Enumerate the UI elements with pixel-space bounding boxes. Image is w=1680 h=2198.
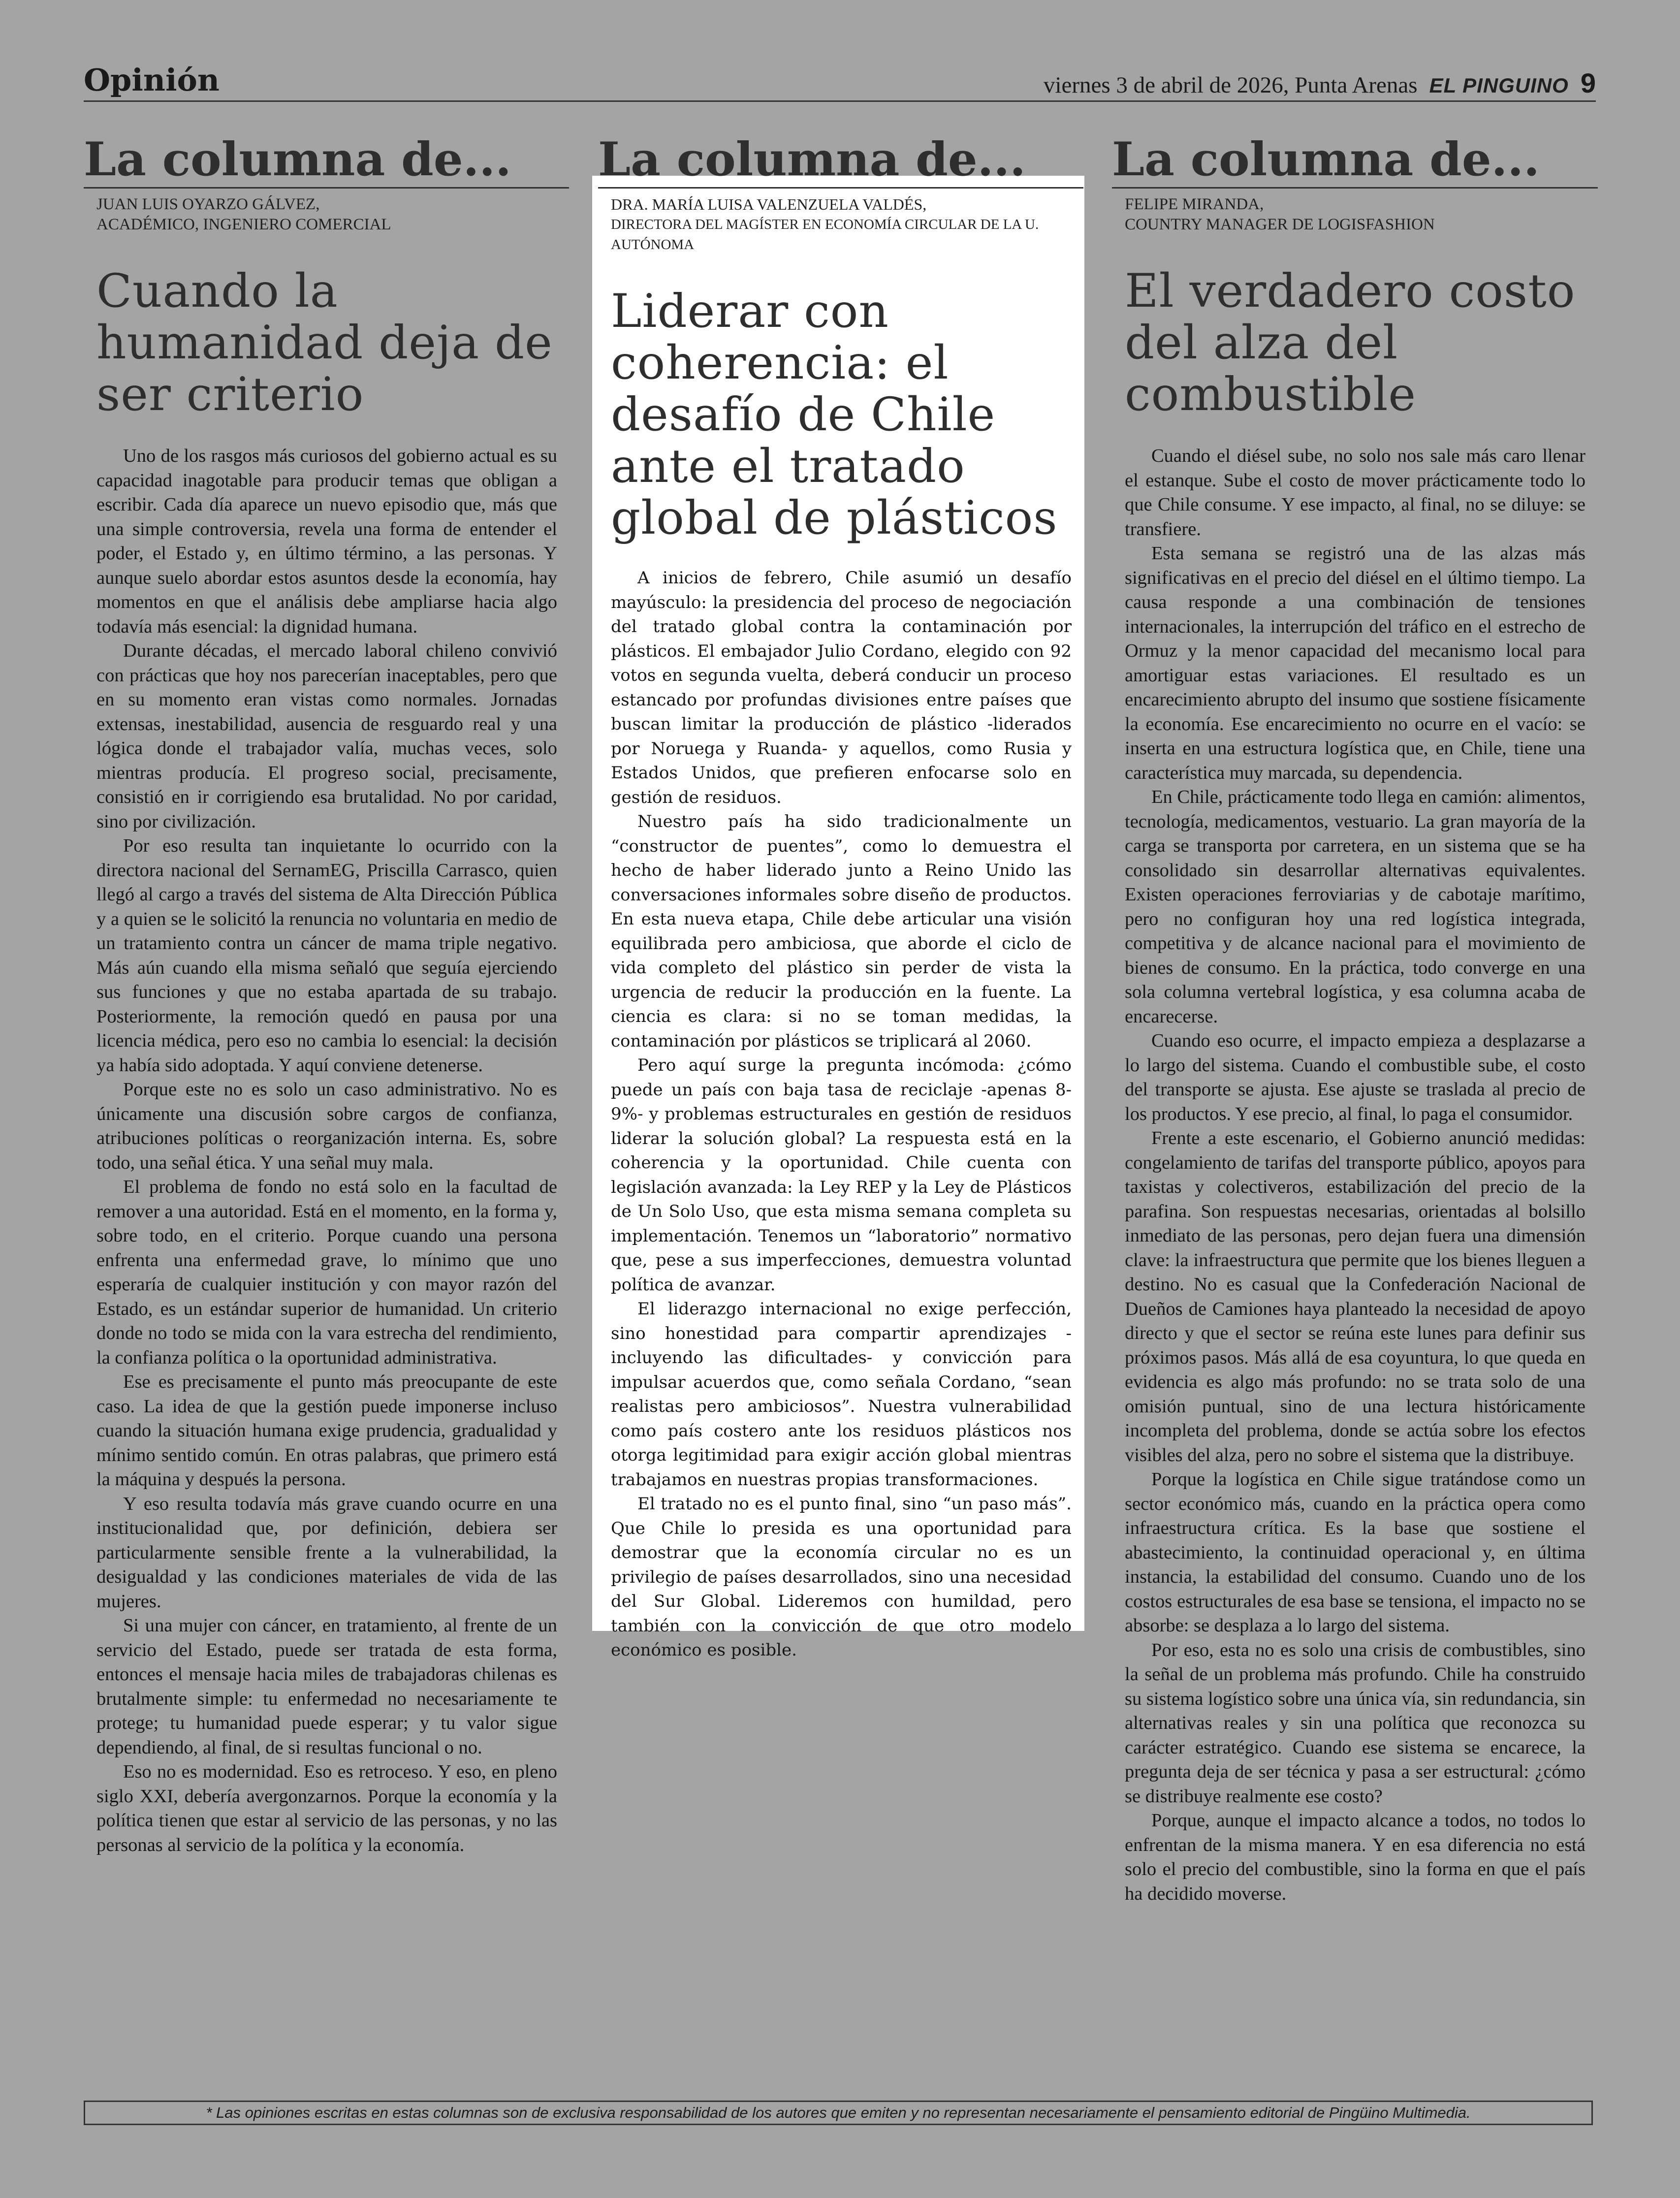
paragraph: Durante décadas, el mercado laboral chileno convivió con prácticas que hoy nos parecerían inaceptables, pero que en su momento eran vistas como normales. Jornadas extensas, inestabilidad, ausencia de resguardo real y una lógica donde el trabajador valía, muchas veces, solo mientras producía. El progreso social, precisamente, consistió en ir corrigiendo esa brutalidad. No por caridad, sino por civilización. xyxy=(96,640,557,832)
dateline: viernes 3 de abril de 2026, Punta Arenas xyxy=(1043,72,1418,98)
paragraph: Ese es precisamente el punto más preocupante de este caso. La idea de que la gestión puede imponerse incluso cuando la situación humana exige prudencia, gradualidad y mínimo sentido común. En otras palabras, que primero está la máquina y después la persona. xyxy=(96,1371,557,1490)
author-byline xyxy=(1125,194,1598,235)
paragraph: Por eso resulta tan inquietante lo ocurrido con la directora nacional del SernamEG, Priscilla Carrasco, quien llegó al cargo a través del sistema de Alta Dirección Pública y a quien se le solicitó la renuncia no voluntaria en medio de un tratamiento contra un cáncer de mama triple negativo. Más aún cuando ella misma señaló que seguía ejerciendo sus funciones y que no estaba apartada de su trabajo. Posteriormente, la remoción quedó en pausa por una licencia médica, pero eso no cambia lo esencial: la decisión ya había sido adoptada. Y aquí conviene detenerse. xyxy=(96,835,557,1076)
header-right xyxy=(1044,67,1596,99)
author-title: DIRECTORA DEL MAGÍSTER EN ECONOMÍA CIRCULAR DE LA U. AUTÓNOMA xyxy=(611,217,1039,253)
paragraph: En Chile, prácticamente todo llega en camión: alimentos, tecnología, medicamentos, vestuario. La gran mayoría de la carga se transporta por carretera, en un sistema que se ha consolidado sin desarrollar alternativas equivalentes. Existen operaciones ferroviarias y de cabotaje marítimo, pero no configuran hoy una red logística integrada, competitiva y de alcance nacional para el movimiento de bienes de consumo. En la práctica, todo converge en una sola columna vertebral logística, y esa columna acaba de encarecerse. xyxy=(1125,787,1586,1027)
paragraph: El problema de fondo no está solo en la facultad de remover a una autoridad. Está en el momento, en la forma y, sobre todo, en el criterio. Porque cuando una persona enfrenta una enfermedad grave, lo mínimo que uno esperaría de cualquier institución y con mayor razón del Estado, es un estándar superior de humanidad. Un criterio donde no todo se mida con la vara estrecha del rendimiento, la confianza política o la oportunidad administrativa. xyxy=(96,1177,557,1368)
paragraph: Porque la logística en Chile sigue tratándose como un sector económico más, cuando en la práctica opera como infraestructura crítica. Es la base que sostiene el abastecimiento, la continuidad operacional y, en última instancia, la estabilidad del consumo. Cuando uno de los costos estructurales de esa base se tensiona, el impacto no se absorbe: se desplaza a lo largo del sistema. xyxy=(1125,1469,1585,1636)
newspaper-logo: EL PINGUINO xyxy=(1429,74,1569,97)
paragraph: El tratado no es el punto final, sino “un paso más”. Que Chile lo presida es una oportunidad para demostrar que la economía circular no es un privilegio de países desarrollados, sino una necesidad del Sur Global. Lideremos con humildad, pero también con la convicción de que otro modelo económico es posible. xyxy=(611,1494,1072,1660)
paragraph: Y eso resulta todavía más grave cuando ocurre en una institucionalidad que, por definición, debiera ser particularmente sensible frente a la vulnerabilidad, la desigualdad y las condiciones materiales de vida de las mujeres. xyxy=(96,1493,557,1612)
article-headline: El verdadero costo del alza del combustible xyxy=(1125,264,1576,421)
author-name: JUAN LUIS OYARZO GÁLVEZ, xyxy=(96,195,320,213)
paragraph: Eso no es modernidad. Eso es retroceso. Y eso, en pleno siglo XXI, debería avergonzarnos. Porque la economía y la política tienen que estar al servicio de las personas, y no las personas al servicio de la política y la economía. xyxy=(96,1761,557,1855)
paragraph: El liderazgo internacional no exige perfección, sino honestidad para compartir aprendizajes -incluyendo las dificultades- y convicción para impulsar acuerdos que, como señala Cordano, “sean realistas pero ambiciosos”. Nuestra vulnerabilidad como país costero ante los residuos plásticos nos otorga legitimidad para exigir acción global mientras trabajamos en nuestras propias transformaciones. xyxy=(611,1299,1072,1490)
column-1 xyxy=(84,132,569,1857)
paragraph: Por eso, esta no es solo una crisis de combustibles, sino la señal de un problema más profundo. Chile ha construido su sistema logístico sobre una única vía, sin redundancia, sin alternativas reales y sin una política que reconozca su carácter estratégico. Cuando ese sistema se encarece, la pregunta deja de ser técnica y pasa a ser estructural: ¿cómo se distribuye realmente ese costo? xyxy=(1125,1639,1585,1807)
paragraph: Cuando el diésel sube, no solo nos sale más caro llenar el estanque. Sube el costo de mover prácticamente todo lo que Chile consume. Y ese impacto, al final, no se diluye: se transfiere. xyxy=(1125,446,1585,540)
author-byline xyxy=(611,194,1083,255)
page-number: 9 xyxy=(1580,67,1596,98)
paragraph: Frente a este escenario, el Gobierno anunció medidas: congelamiento de tarifas del transporte público, apoyos para taxistas y colectiveros, estabilización del precio de la parafina. Son respuestas necesarias, orientadas al bolsillo inmediato de las personas, pero dejan fuera una dimensión clave: la infraestructura que permite que los bienes lleguen a destino. No es casual que la Confederación Nacional de Dueños de Camiones haya planteado la necesidad de apoyo directo y que el sector se reúna este lunes para definir sus próximos pasos. Más allá de esa coyuntura, lo que queda en evidencia es algo más profundo: no se trata solo de una omisión puntual, sino de una lectura históricamente incompleta del problema, donde se actúa sobre los efectos visibles del alza, pero no sobre el sistema que la distribuye. xyxy=(1125,1128,1585,1465)
author-title: COUNTRY MANAGER DE LOGISFASHION xyxy=(1125,216,1435,233)
paragraph: Esta semana se registró una de las alzas más significativas en el precio del diésel en el último tiempo. La causa responde a una combinación de tensiones internacionales, la interrupción del tráfico en el estrecho de Ormuz y la menor capacidad del mecanismo local para amortiguar estas variaciones. El resultado es un encarecimiento abrupto del insumo que sostiene físicamente la economía. Ese encarecimiento no ocurre en el vacío: se inserta en una estructura logística que, en Chile, tiene una característica muy marcada, su dependencia. xyxy=(1125,543,1585,783)
paragraph: A inicios de febrero, Chile asumió un desafío mayúsculo: la presidencia del proceso de negociación del tratado global contra la contaminación por plásticos. El embajador Julio Cordano, elegido con 92 votos en segunda vuelta, deberá conducir un proceso estancado por profundas divisiones entre países que buscan limitar la producción de plástico -liderados por Noruega y Ruanda- y aquellos, como Rusia y Estados Unidos, que prefieren enfocarse solo en gestión de residuos. xyxy=(611,568,1072,807)
disclaimer-box: * Las opiniones escritas en estas columnas son de exclusiva responsabilidad de los autores que emiten y no representan necesariamente el pensamiento editorial de Pingüino Multimedia. xyxy=(84,2101,1593,2125)
author-name: FELIPE MIRANDA, xyxy=(1125,195,1264,213)
article-body xyxy=(611,566,1072,1663)
paragraph: Si una mujer con cáncer, en tratamiento, al frente de un servicio del Estado, puede ser tratada de esta forma, entonces el mensaje hacia miles de trabajadoras chilenas es brutalmente simple: tu enfermedad no necesariamente te protege; tu humanidad puede esperar; y tu valor sigue dependiendo, al final, de si resultas funcional o no. xyxy=(96,1615,557,1758)
column-kicker: La columna de... xyxy=(598,132,1083,189)
paragraph: Pero aquí surge la pregunta incómoda: ¿cómo puede un país con baja tasa de reciclaje -apenas 8-9%- y problemas estructurales en gestión de residuos liderar la solución global? La respuesta está en la coherencia y la oportunidad. Chile cuenta con legislación avanzada: la Ley REP y la Ley de Plásticos de Un Solo Uso, que esta misma semana completa su implementación. Tenemos un “laboratorio” normativo que, pese a sus imperfecciones, demuestra voluntad política de avanzar. xyxy=(611,1055,1072,1295)
page-header xyxy=(84,60,1596,102)
section-title: Opinión xyxy=(84,62,220,98)
paragraph: Nuestro país ha sido tradicionalmente un “constructor de puentes”, como lo demuestra el hecho de haber liderado junto a Reino Unido las conversaciones informales sobre diseño de productos. En esta nueva etapa, Chile debe articular una visión equilibrada pero ambiciosa, que aborde el ciclo de vida completo del plástico sin perder de vista la urgencia de reducir la producción en la fuente. La ciencia es clara: si no se toman medidas, la contaminación por plásticos se triplicará al 2060. xyxy=(611,812,1072,1051)
article-headline: Liderar con coherencia: el desafío de Chile ante el tratado global de plásticos xyxy=(611,285,1058,545)
article-body xyxy=(96,444,557,1857)
column-kicker: La columna de... xyxy=(84,132,569,189)
paragraph: Cuando eso ocurre, el impacto empieza a desplazarse a lo largo del sistema. Cuando el combustible sube, el costo del transporte se ajusta. Ese ajuste se traslada al precio de los productos. Y ese precio, al final, lo paga el consumidor. xyxy=(1125,1030,1585,1124)
column-3 xyxy=(1112,132,1598,1906)
article-body xyxy=(1125,444,1585,1906)
paragraph: Porque este no es solo un caso administrativo. No es únicamente una discusión sobre cargos de confianza, atribuciones políticas o reorganización interna. Es, sobre todo, una señal ética. Y una señal muy mala. xyxy=(96,1079,557,1173)
author-name: DRA. MARÍA LUISA VALENZUELA VALDÉS, xyxy=(611,195,927,213)
column-kicker: La columna de... xyxy=(1112,132,1598,189)
paragraph: Porque, aunque el impacto alcance a todos, no todos lo enfrentan de la misma manera. Y en esa diferencia no está solo el precio del combustible, sino la forma en que el país ha decidido moverse. xyxy=(1125,1810,1585,1904)
author-byline xyxy=(96,194,569,235)
article-headline: Cuando la humanidad deja de ser criterio xyxy=(96,264,553,421)
column-2 xyxy=(598,132,1083,1663)
paragraph: Uno de los rasgos más curiosos del gobierno actual es su capacidad inagotable para producir temas que obligan a escribir. Cada día aparece un nuevo episodio que, más que una simple controversia, revela una forma de entender el poder, el Estado y, en último término, a las personas. Y aunque suelo abordar estos asuntos desde la economía, hay momentos en que el análisis debe ampliarse hacia algo todavía más esencial: la dignidad humana. xyxy=(96,446,557,637)
author-title: ACADÉMICO, INGENIERO COMERCIAL xyxy=(96,216,391,233)
